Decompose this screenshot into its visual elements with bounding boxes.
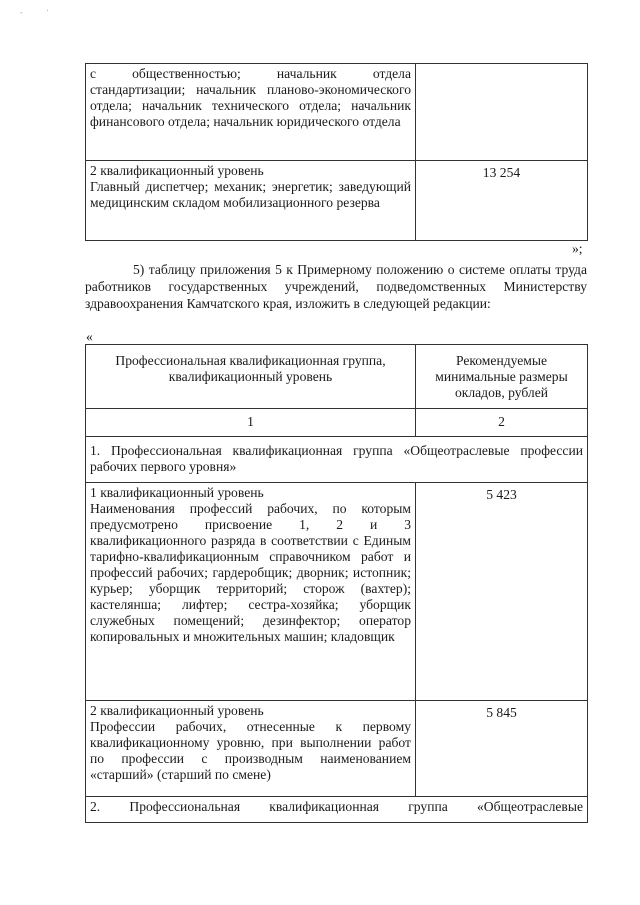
opening-quote-mark: « xyxy=(86,329,93,344)
salary-value-cell: 5 423 xyxy=(416,483,588,701)
qualification-level-title: 2 квалификационный уровень xyxy=(90,703,264,718)
group-title xyxy=(86,797,588,823)
column-number: 2 xyxy=(416,409,588,437)
page-mark: ' xyxy=(47,8,49,17)
salary-value-cell xyxy=(416,64,588,161)
group-row xyxy=(86,437,588,483)
salary-table xyxy=(85,344,588,823)
table-row xyxy=(86,483,588,701)
table-row xyxy=(86,701,588,797)
table-row xyxy=(86,161,588,241)
header-salary: Рекомендуемые минимальные размеры окладов, рублей xyxy=(416,345,588,409)
group-title-text: 2. Профессиональная квалификационная группа «Общеотраслевые xyxy=(90,799,583,814)
qualification-level-cell xyxy=(86,701,416,797)
salary-value-cell: 13 254 xyxy=(416,161,588,241)
table-header-row xyxy=(86,345,588,409)
amendment-paragraph xyxy=(85,261,587,312)
page-mark: - xyxy=(20,8,23,17)
position-list-cell: с общественностью; начальник отдела стандартизации; начальник планово-экономического отдела; начальник технического отдела; начальник финансового отдела; начальник юридического отдела xyxy=(86,64,416,161)
qualification-level-cell xyxy=(86,483,416,701)
position-list: Профессии рабочих, отнесенные к первому квалификационному уровню, при выполнении работ по профессии с производным наименованием «старший» (старший по смене) xyxy=(90,719,411,782)
closing-quote-mark: »; xyxy=(572,241,583,256)
position-list: Главный диспетчер; механик; энергетик; заведующий медицинским складом мобилизационного резерва xyxy=(90,179,411,210)
table-row xyxy=(86,64,588,161)
salary-value-cell: 5 845 xyxy=(416,701,588,797)
qualification-level-title: 2 квалификационный уровень xyxy=(90,163,264,178)
column-number: 1 xyxy=(86,409,416,437)
header-group-level: Профессиональная квалификационная группа, квалификационный уровень xyxy=(86,345,416,409)
salary-table-continuation xyxy=(85,63,588,241)
qualification-level-title: 1 квалификационный уровень xyxy=(90,485,264,500)
column-number-row xyxy=(86,409,588,437)
group-title: 1. Профессиональная квалификационная группа «Общеотраслевые профессии рабочих первого уровня» xyxy=(86,437,588,483)
group-row xyxy=(86,797,588,823)
position-list: Наименования профессий рабочих, по которым предусмотрено присвоение 1, 2 и 3 квалификационного разряда в соответствии с Единым тарифно-квалификационным справочником работ и профессий рабочих; гардеробщик; дворник; истопник; курьер; уборщик территорий; сторож (вахтер); кастелянша; лифтер; сестра-хозяйка; уборщик служебных помещений; дезинфектор; оператор копировальных и множительных машин; кладовщик xyxy=(90,501,411,644)
qualification-level-cell xyxy=(86,161,416,241)
amendment-text: 5) таблицу приложения 5 к Примерному положению о системе оплаты труда работников государственных учреждений, подведомственных Министерству здравоохранения Камчатского края, изложить в следующей редакции: xyxy=(85,262,587,311)
